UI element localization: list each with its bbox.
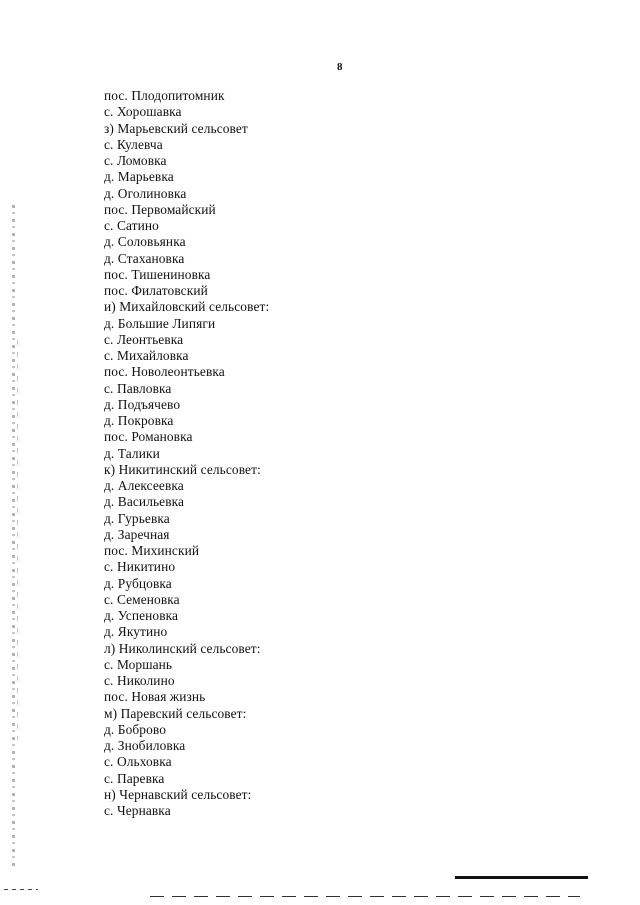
- list-item: с. Паревка: [104, 770, 165, 786]
- list-item: д. Знобиловка: [104, 738, 186, 753]
- list-item: м) Паревский сельсовет:: [104, 705, 247, 721]
- list-item: с. Семеновка: [104, 591, 180, 607]
- scan-edge-artifact: [12, 205, 15, 870]
- list-item: д. Якутино: [104, 624, 168, 640]
- list-item: д. Заречная: [104, 526, 170, 542]
- footer-dashed-rule: [150, 896, 580, 897]
- list-item: с. Хорошавка: [104, 104, 182, 120]
- list-item: с. Ольховка: [104, 754, 172, 770]
- list-item: пос. Романовка: [104, 429, 193, 445]
- list-item: с. Чернавка: [104, 803, 171, 818]
- list-item: д. Васильевка: [104, 494, 185, 510]
- list-item: с. Никитино: [104, 559, 176, 575]
- list-item: д. Большие Липяги: [104, 315, 216, 331]
- list-item: с. Сатино: [104, 218, 159, 233]
- list-item: д. Успеновка: [104, 608, 179, 623]
- list-item: с. Павловка: [104, 380, 172, 396]
- page-number: 8: [337, 61, 343, 73]
- list-item: пос. Михинский: [104, 543, 200, 558]
- list-item: и) Михайловский сельсовет:: [104, 299, 270, 315]
- list-item: д. Стахановка: [104, 250, 185, 266]
- list-item: д. Покровка: [104, 413, 174, 428]
- list-item: д. Талики: [104, 445, 160, 461]
- scan-edge-artifact-secondary: [17, 340, 18, 740]
- footer-mark: [4, 889, 38, 890]
- list-item: с. Кулевча: [104, 136, 163, 152]
- list-item: д. Боброво: [104, 721, 167, 737]
- list-item: д. Оголиновка: [104, 185, 187, 201]
- list-item: д. Марьевка: [104, 169, 174, 185]
- list-item: с. Михайловка: [104, 348, 189, 363]
- list-item: д. Соловьянка: [104, 234, 186, 250]
- list-item: пос. Плодопитомник: [104, 88, 225, 103]
- list-item: д. Рубцовка: [104, 575, 172, 591]
- list-item: пос. Новая жизнь: [104, 689, 206, 705]
- list-item: пос. Филатовский: [104, 283, 208, 298]
- list-item: з) Марьевский сельсовет: [104, 120, 248, 136]
- list-item: с. Леонтьевка: [104, 331, 184, 347]
- list-item: н) Чернавский сельсовет:: [104, 786, 252, 802]
- list-item: л) Николинский сельсовет:: [104, 640, 261, 656]
- list-item: пос. Тишениновка: [104, 266, 211, 282]
- list-item: пос. Первомайский: [104, 201, 216, 217]
- list-item: с. Николино: [104, 673, 175, 688]
- list-item: д. Гурьевка: [104, 510, 170, 526]
- list-item: к) Никитинский сельсовет:: [104, 461, 261, 477]
- list-item: с. Ломовка: [104, 153, 167, 168]
- list-item: пос. Новолеонтьевка: [104, 364, 225, 380]
- list-item: д. Подъячево: [104, 396, 181, 412]
- list-item: д. Алексеевка: [104, 478, 184, 493]
- footer-rule: [455, 876, 588, 879]
- settlement-list: [104, 88, 269, 819]
- list-item: с. Моршань: [104, 656, 173, 672]
